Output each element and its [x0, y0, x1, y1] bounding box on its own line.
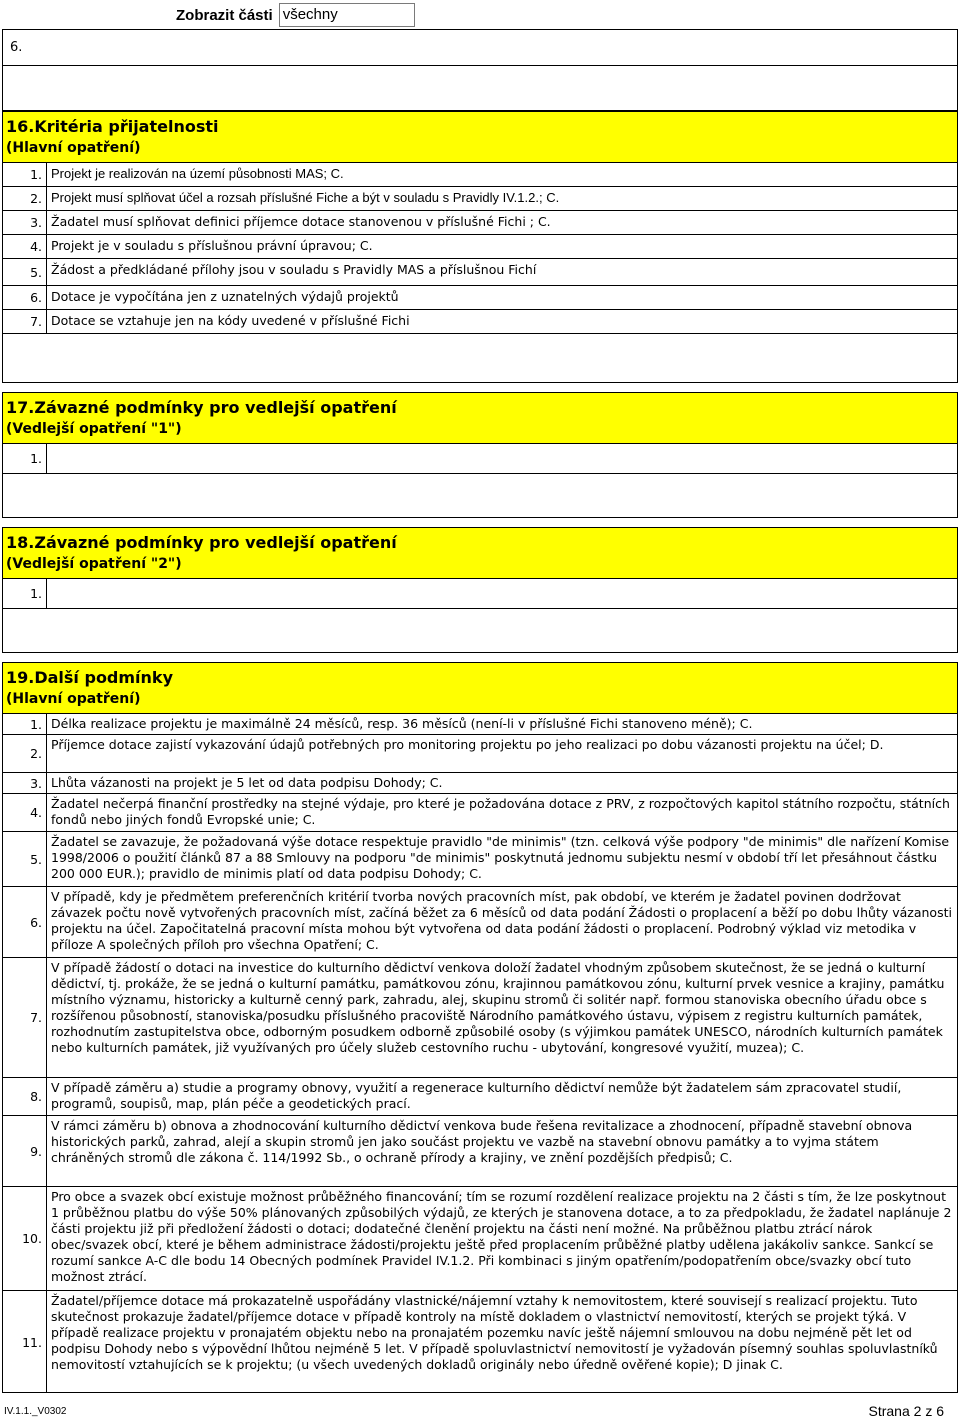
- item-text: Žadatel nečerpá finanční prostředky na stejné výdaje, pro které je požadována dotace z PRV, z rozpočtových kapitol státního rozpočtu, státních fondů nebo jiných fondů Evropské unie; C.: [51, 796, 950, 827]
- item-number: 2.: [3, 187, 47, 210]
- item-number: 4.: [3, 235, 47, 258]
- item-text: V případě záměru a) studie a programy obnovy, využití a regenerace kulturního dědictví nemůže být žadatelem sám zpracovatel studií, programů, soupisů, map, plán péče a geodetických prací.: [51, 1080, 902, 1111]
- item-number: 6.: [3, 887, 47, 957]
- item-text: Projekt musí splňovat účel a rozsah příslušné Fiche a být v souladu s Pravidly IV.1.2.; C.: [51, 190, 560, 205]
- list-item: [3, 772, 957, 793]
- section-19: [2, 662, 958, 1393]
- item-number: 1.: [3, 579, 47, 608]
- section-header: [3, 112, 957, 162]
- item-number: 1.: [3, 163, 47, 186]
- item-number: 11.: [3, 1291, 47, 1393]
- section-subtitle: (Vedlejší opatření "1"): [6, 421, 182, 437]
- list-item: [3, 443, 957, 473]
- item-text: [47, 579, 957, 608]
- section-18: [2, 527, 958, 653]
- filter-label: Zobrazit části: [176, 6, 273, 24]
- list-item: [3, 258, 957, 285]
- item-text: Pro obce a svazek obcí existuje možnost průběžného financování; tím se rozumí rozdělení realizace projektu na 2 části s tím, že lze poskytnout 1 průběžnou platbu do výše 50% plánovaných způsobilých výdajů, ze kterých je stanovena dotace, a to za předpokladu, že žadatel naplánuje 2 části projektu již při předložení žádosti o dotaci; dodatečné členění projektu na části není možné. Na průběžnou platbu ztrácí nárok obec/svazek obcí, které je během administrace žádosti/projektu ještě před proplacením průběžné platby udělena jakákoliv sankce. Sankcí se rozumí sankce A-C dle bodu 14 Obecných podmínek Pravidel IV.1.2. Při kombinaci s jiným opatřením/podopatřením obce/svazky obcí tuto možnost ztrácí.: [51, 1189, 952, 1284]
- filter-select[interactable]: všechny: [279, 3, 415, 27]
- item-text: Žádost a předkládané přílohy jsou v souladu s Pravidly MAS a příslušnou Fichí: [51, 262, 537, 277]
- list-item: [3, 186, 957, 210]
- item-number: 7.: [3, 310, 47, 333]
- item-text: Žadatel musí splňovat definici příjemce dotace stanovenou v příslušné Fichi ; C.: [51, 214, 551, 229]
- list-item: [3, 1115, 957, 1186]
- item-text: [47, 444, 957, 473]
- list-item: [3, 162, 957, 186]
- list-item: [3, 1186, 957, 1290]
- section-subtitle: (Vedlejší opatření "2"): [6, 556, 182, 572]
- list-item: [3, 793, 957, 831]
- list-item: [3, 578, 957, 608]
- section-title: 17.Závazné podmínky pro vedlejší opatření: [6, 398, 397, 417]
- item-number: 3.: [3, 211, 47, 234]
- list-item: [3, 309, 957, 333]
- blank-row: [3, 333, 957, 367]
- section-header: [3, 528, 957, 578]
- list-item: [3, 831, 957, 886]
- section-header: [3, 393, 957, 443]
- item-text: Dotace se vztahuje jen na kódy uvedené v příslušné Fichi: [51, 313, 410, 328]
- section-17: [2, 392, 958, 518]
- item-text: V případě, kdy je předmětem preferenčních kritérií tvorba nových pracovních míst, pak období, ve kterém je žadatel povinen dodržovat závazek počtu nově vytvořených pracovních míst, začíná běžet za 6 měsíců od data podání Žádosti o proplacení a běží po dobu lhůty vázanosti projektu na účel. Započitatelná pracovní místa mohou být vytvořena od data podání žádosti o proplacení. Podrobný výklad viz metodika v příloze A společných příloh pro všechna Opatření; C.: [51, 889, 952, 952]
- list-item: [3, 713, 957, 734]
- list-item: [3, 886, 957, 957]
- item-number: 3.: [3, 773, 47, 793]
- previous-item-number: 6.: [10, 40, 23, 55]
- list-item: [3, 1077, 957, 1115]
- item-text: Příjemce dotace zajistí vykazování údajů potřebných pro monitoring projektu po jeho realizaci po dobu vázanosti projektu na účel; D.: [51, 737, 884, 752]
- previous-item-row: [2, 29, 958, 65]
- item-number: 10.: [3, 1187, 47, 1290]
- item-text: V rámci záměru b) obnova a zhodnocování kulturního dědictví venkova bude řešena revitalizace a zhodnocení, případně stavební obnova historických parků, zahrad, alejí a skupin stromů jen jako součást projektu ve vazbě na stavební obnovu památky a to vyjma státem chráněných stromů dle zákona č. 114/1992 Sb., o ochraně přírody a krajiny, ve znění pozdějších předpisů; C.: [51, 1118, 913, 1165]
- item-number: 4.: [3, 794, 47, 831]
- blank-row: [3, 473, 957, 513]
- item-number: 5.: [3, 259, 47, 285]
- list-item: [3, 234, 957, 258]
- item-number: 2.: [3, 735, 47, 772]
- section-16: [2, 111, 958, 383]
- list-item: [3, 1290, 957, 1393]
- item-number: 9.: [3, 1116, 47, 1186]
- item-text: Žadatel se zavazuje, že požadovaná výše dotace respektuje pravidlo "de minimis" (tzn. celková výše podpory "de minimis" dle nařízení Komise 1998/2006 o použití článků 87 a 88 Smlouvy na podporu "de minimis" poskytnutá jednomu subjektu nesmí v období tří let přesáhnout částku 200 000 EUR.); pravidlo de minimis platí od data podpisu Dohody; C.: [51, 834, 950, 881]
- item-number: 1.: [3, 714, 47, 734]
- item-number: 8.: [3, 1078, 47, 1115]
- blank-row: [2, 65, 958, 111]
- list-item: [3, 734, 957, 772]
- list-item: [3, 210, 957, 234]
- item-number: 5.: [3, 832, 47, 886]
- section-header: [3, 663, 957, 713]
- section-title: 18.Závazné podmínky pro vedlejší opatření: [6, 533, 397, 552]
- blank-row: [3, 608, 957, 648]
- section-subtitle: (Hlavní opatření): [6, 140, 141, 156]
- section-title: 16.Kritéria přijatelnosti: [6, 117, 219, 136]
- item-text: Projekt je v souladu s příslušnou právní úpravou; C.: [51, 238, 373, 253]
- item-text: Projekt je realizován na území působnosti MAS; C.: [51, 166, 344, 181]
- list-item: [3, 957, 957, 1077]
- section-title: 19.Další podmínky: [6, 668, 173, 687]
- section-filter: [176, 3, 415, 27]
- item-text: Lhůta vázanosti na projekt je 5 let od data podpisu Dohody; C.: [51, 775, 443, 790]
- item-text: V případě žádostí o dotaci na investice do kulturního dědictví venkova doloží žadatel vhodným způsobem skutečnost, že se jedná o kulturní dědictví, tj. prokáže, že se jedná o kulturní památku, památkovou zónu, krajinnou památkovou zónu, kulturní prvek vesnice a krajiny, památku místního významu, historicky a kulturně cenný park, zahradu, alej, skupinu stromů či solitér např. formou stanoviska obecního úřadu obce s rozšířenou působností, stanoviska/posudku příslušného pracoviště Národního památkového ústavu, výpisem z registru kulturních památek, rozhodnutím zastupitelstva obce, odborným posudkem odborně způsobilé osoby (s výjimkou památek UNESCO, národních kulturních památek nebo kulturních památek, již využívaných pro účely služeb cestovního ruchu - ubytování, kongresové využití, muzea); C.: [51, 960, 945, 1055]
- item-text: Žadatel/příjemce dotace má prokazatelně uspořádány vlastnické/nájemní vztahy k nemovitostem, které souvisejí s realizací projektu. Tuto skutečnost prokazuje žadatel/příjemce dotace v případě kontroly na místě dokladem o vlastnictví nemovitostí, kterých se projekt týká. V případě realizace projektu v pronajatém objektu nebo na pronajatém pozemku navíc ještě nájemní smlouvou na dobu nejméně pět let od podpisu Dohody nebo s výpovědní lhůtou nejméně 5 let. V případě spoluvlastnictví nemovitostí je vyžadován písemný souhlas spoluvlastníků nemovitostí vztahujících se k projektu; (u všech uvedených dokladů originály nebo úředně ověřené kopie); D jinak C.: [51, 1293, 938, 1372]
- section-subtitle: (Hlavní opatření): [6, 691, 141, 707]
- item-number: 6.: [3, 286, 47, 309]
- item-number: 7.: [3, 958, 47, 1077]
- list-item: [3, 285, 957, 309]
- item-text: Dotace je vypočítána jen z uznatelných výdajů projektů: [51, 289, 399, 304]
- item-number: 1.: [3, 444, 47, 473]
- item-text: Délka realizace projektu je maximálně 24 měsíců, resp. 36 měsíců (není-li v příslušné Fichi stanoveno méně); C.: [51, 716, 753, 731]
- page-number: Strana 2 z 6: [868, 1403, 944, 1419]
- document-code: IV.1.1._V0302: [4, 1406, 67, 1417]
